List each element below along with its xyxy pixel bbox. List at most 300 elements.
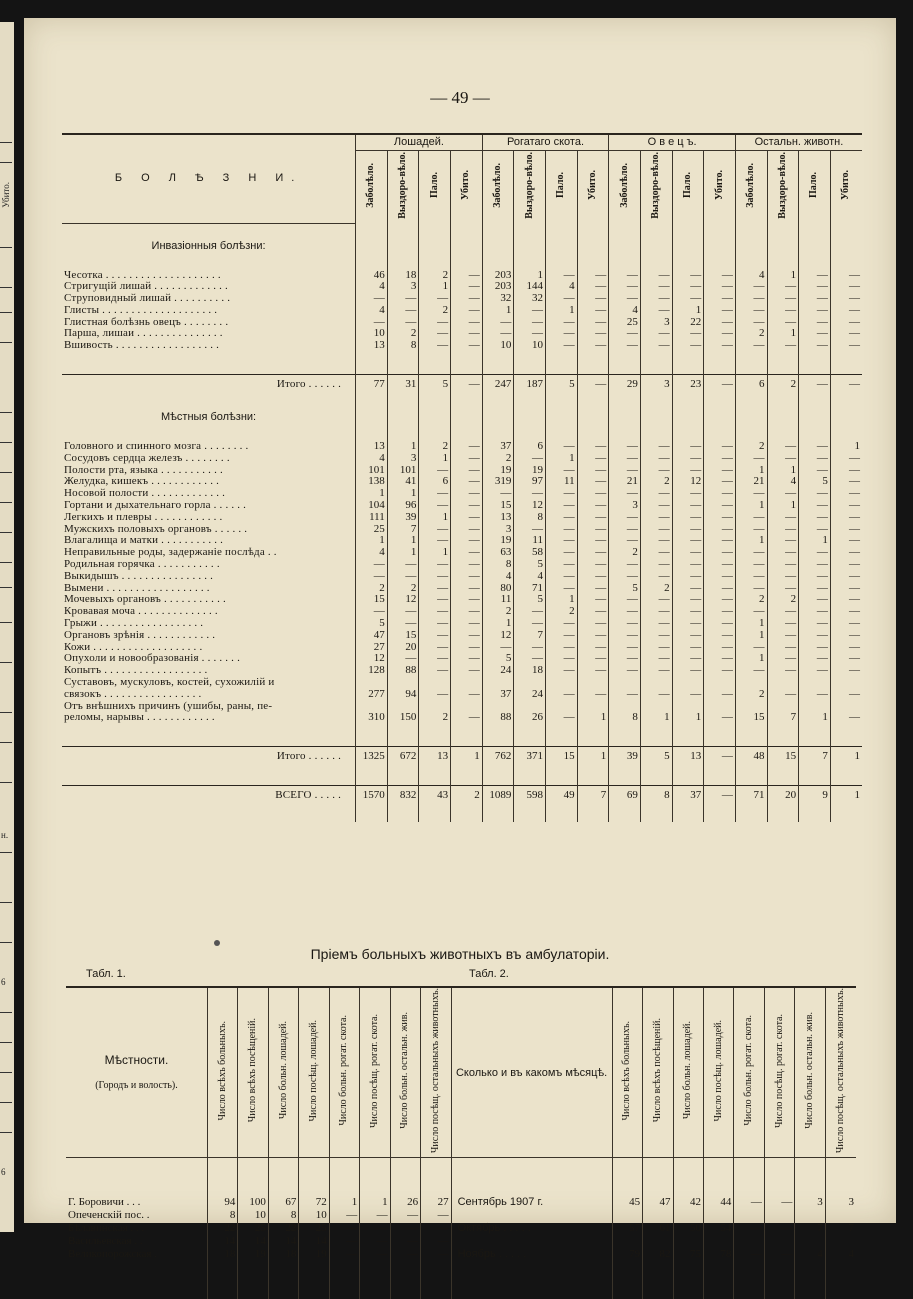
empty-cell — [419, 409, 451, 427]
value-cell: — — [764, 1248, 794, 1261]
value-cell: — — [387, 305, 419, 317]
value-cell: — — [451, 512, 483, 524]
value-cell: — — [419, 465, 451, 477]
value-cell: 2 — [735, 441, 767, 453]
value-cell: — — [546, 535, 578, 547]
total-value: 69 — [609, 786, 641, 807]
subcolumn-header — [640, 151, 672, 224]
value-cell: — — [704, 524, 736, 536]
count-column-label: Число всѣхъ больныхъ. — [216, 1020, 228, 1121]
empty-cell — [514, 238, 546, 256]
empty-cell — [767, 409, 799, 427]
value-cell: — — [640, 270, 672, 282]
value-cell — [704, 677, 736, 689]
value-cell — [609, 701, 641, 713]
value-cell — [830, 701, 862, 713]
subcolumn-label: Заболѣло. — [492, 162, 504, 208]
value-cell: 3 — [609, 500, 641, 512]
count-column-label: Число посѣщ. лошадей. — [712, 1019, 724, 1122]
empty-cell — [451, 395, 483, 409]
total-value: 762 — [482, 747, 514, 768]
value-cell: — — [799, 524, 831, 536]
value-cell: 310 — [356, 712, 388, 724]
value-cell: — — [451, 642, 483, 654]
value-cell: — — [546, 583, 578, 595]
value-cell: — — [799, 594, 831, 606]
empty-cell — [612, 1261, 642, 1299]
disease-name: Органовъ зрѣнія . . . . . . . . . . . . — [64, 629, 216, 641]
place-name: Васильевская . . — [68, 1235, 143, 1248]
value-cell — [514, 701, 546, 713]
total-value: — — [704, 747, 736, 768]
total-value: 6 — [735, 375, 767, 396]
value-cell: — — [767, 606, 799, 618]
value-cell: — — [672, 281, 704, 293]
value-cell: — — [672, 594, 704, 606]
value-cell: — — [609, 571, 641, 583]
value-cell: — — [546, 328, 578, 340]
value-cell: — — [609, 340, 641, 352]
empty-cell — [329, 1158, 359, 1197]
empty-cell — [764, 1158, 794, 1197]
value-cell: 54 — [703, 1222, 733, 1235]
value-cell — [672, 677, 704, 689]
spacer-cell — [62, 256, 356, 270]
value-cell: 6 — [419, 476, 451, 488]
table-row — [62, 583, 862, 595]
subcolumn-label: Пало. — [555, 172, 567, 199]
value-cell: — — [451, 317, 483, 329]
value-cell: — — [704, 293, 736, 305]
disease-name: Мочевыхъ органовъ . . . . . . . . . . . — [64, 594, 226, 606]
margin-tick — [0, 1102, 12, 1103]
disease-name: Выкидышъ . . . . . . . . . . . . . . . . — [64, 570, 214, 582]
value-cell: — — [672, 583, 704, 595]
disease-name: Влагалища и матки . . . . . . . . . . . — [64, 535, 224, 547]
disease-name: Желудка, кишекъ . . . . . . . . . . . . — [64, 476, 220, 488]
subcolumn-header — [546, 151, 578, 224]
count-column-header — [207, 987, 237, 1158]
value-cell: — — [577, 524, 609, 536]
value-cell: — — [672, 270, 704, 282]
value-cell: — — [451, 524, 483, 536]
empty-cell — [767, 806, 799, 822]
value-cell: — — [799, 630, 831, 642]
value-cell: 101 — [387, 465, 419, 477]
value-cell: 18 — [514, 665, 546, 677]
empty-cell — [451, 724, 483, 747]
spacer-row — [62, 395, 862, 409]
total-value: 1 — [830, 786, 862, 807]
value-cell — [356, 701, 388, 713]
value-cell: — — [672, 453, 704, 465]
value-cell — [451, 701, 483, 713]
subcolumn-header — [387, 151, 419, 224]
table2-label: Табл. 2. — [469, 968, 509, 980]
value-cell: — — [735, 512, 767, 524]
total-label: Итого . . . . . . — [62, 747, 356, 768]
place-head-sub: (Городъ и волость). — [95, 1079, 178, 1091]
value-cell: 46 — [356, 270, 388, 282]
table-row — [62, 677, 862, 689]
empty-cell — [546, 352, 578, 375]
empty-cell — [387, 395, 419, 409]
disease-name: Копытъ . . . . . . . . . . . . . . . . . . — [64, 665, 208, 677]
empty-cell — [640, 395, 672, 409]
value-cell: — — [609, 453, 641, 465]
value-cell: — — [672, 465, 704, 477]
value-cell: — — [704, 559, 736, 571]
value-cell: — — [514, 524, 546, 536]
value-cell: — — [421, 1235, 451, 1248]
empty-cell — [419, 223, 451, 238]
value-cell: — — [451, 488, 483, 500]
value-cell: 4 — [609, 305, 641, 317]
value-cell: — — [609, 281, 641, 293]
value-cell: — — [640, 665, 672, 677]
value-cell: — — [735, 606, 767, 618]
adjacent-page-label: н. — [1, 830, 9, 840]
value-cell: — — [577, 559, 609, 571]
value-cell: — — [387, 618, 419, 630]
empty-cell — [299, 1261, 329, 1299]
empty-cell — [672, 806, 704, 822]
subcolumn-header — [356, 151, 388, 224]
value-cell: 2 — [419, 441, 451, 453]
value-cell: — — [735, 281, 767, 293]
spacer-cell — [62, 767, 356, 786]
empty-cell — [514, 427, 546, 441]
value-cell: 10 — [238, 1209, 268, 1222]
count-column-header — [673, 987, 703, 1158]
value-cell: — — [672, 606, 704, 618]
value-cell: 2 — [419, 712, 451, 724]
empty-cell — [207, 1158, 237, 1197]
empty-cell — [672, 395, 704, 409]
value-cell: 3 — [795, 1196, 825, 1209]
value-cell: — — [830, 559, 862, 571]
empty-cell — [546, 395, 578, 409]
table-row — [62, 305, 862, 317]
value-cell: — — [799, 547, 831, 559]
value-cell: 39 — [387, 512, 419, 524]
value-cell: — — [419, 618, 451, 630]
margin-tick — [0, 1042, 12, 1043]
value-cell: — — [830, 270, 862, 282]
value-cell: — — [609, 559, 641, 571]
value-cell: — — [421, 1209, 451, 1222]
value-cell: — — [830, 689, 862, 701]
empty-cell — [482, 724, 514, 747]
value-cell: — — [451, 547, 483, 559]
table-row — [66, 1209, 856, 1222]
empty-cell — [735, 806, 767, 822]
value-cell: — — [672, 524, 704, 536]
value-cell: — — [451, 665, 483, 677]
value-cell: 22 — [268, 1222, 298, 1235]
value-cell: 25 — [356, 524, 388, 536]
value-cell: — — [640, 465, 672, 477]
value-cell — [546, 701, 578, 713]
value-cell — [673, 1235, 703, 1248]
empty-cell — [609, 256, 641, 270]
value-cell: — — [767, 618, 799, 630]
value-cell: — — [609, 328, 641, 340]
disease-name: Глисты . . . . . . . . . . . . . . . . . . . . — [64, 304, 218, 316]
value-cell: — — [799, 488, 831, 500]
value-cell: — — [799, 653, 831, 665]
ambulatory-table — [66, 986, 856, 1299]
margin-tick — [0, 742, 12, 743]
value-cell: — — [419, 583, 451, 595]
value-cell: — — [640, 441, 672, 453]
count-column-header — [612, 987, 642, 1158]
value-cell: — — [577, 270, 609, 282]
value-cell: — — [577, 441, 609, 453]
section-title: Мѣстныя болѣзни: — [161, 411, 257, 424]
value-cell: — — [419, 524, 451, 536]
value-cell: 37 — [482, 689, 514, 701]
value-cell: 15 — [387, 630, 419, 642]
empty-cell — [830, 427, 862, 441]
value-cell: — — [830, 606, 862, 618]
value-cell: — — [830, 500, 862, 512]
value-cell: — — [735, 583, 767, 595]
total-value: 5 — [640, 747, 672, 768]
value-cell: — — [704, 441, 736, 453]
value-cell: — — [830, 547, 862, 559]
subcolumn-label: Пало. — [808, 172, 820, 199]
value-cell: — — [830, 328, 862, 340]
value-cell: — — [451, 441, 483, 453]
value-cell: — — [640, 453, 672, 465]
total-value: — — [704, 375, 736, 396]
value-cell: 203 — [482, 270, 514, 282]
total-value: 5 — [546, 375, 578, 396]
value-cell: 1 — [419, 453, 451, 465]
disease-name: Опухоли и новообразованія . . . . . . . — [64, 653, 241, 665]
table-row — [62, 535, 862, 547]
total-value: 1089 — [482, 786, 514, 807]
value-cell: 21 — [609, 476, 641, 488]
empty-cell — [799, 409, 831, 427]
value-cell: — — [830, 488, 862, 500]
value-cell: 11 — [514, 535, 546, 547]
empty-cell — [704, 352, 736, 375]
value-cell: — — [704, 340, 736, 352]
empty-cell — [419, 806, 451, 822]
value-cell: — — [609, 642, 641, 654]
value-cell: 1 — [356, 488, 388, 500]
subcolumn-label: Выздоро-вѣло. — [397, 151, 409, 219]
subcolumn-header — [672, 151, 704, 224]
value-cell: — — [451, 653, 483, 665]
value-cell: 26 — [390, 1196, 420, 1209]
value-cell: — — [830, 476, 862, 488]
empty-cell — [482, 352, 514, 375]
group-header-cattle: Рогатаго скота. — [482, 134, 609, 151]
empty-cell — [767, 427, 799, 441]
value-cell: 4 — [546, 281, 578, 293]
value-cell: — — [735, 317, 767, 329]
value-cell: — — [799, 618, 831, 630]
margin-tick — [0, 142, 12, 143]
month-name — [451, 1209, 612, 1222]
value-cell: — — [482, 328, 514, 340]
subcolumn-label: Заболѣло. — [618, 162, 630, 208]
count-column-header — [360, 987, 390, 1158]
spacer-cell — [66, 1158, 207, 1197]
table-row — [62, 500, 862, 512]
empty-cell — [514, 724, 546, 747]
total-value: 15 — [546, 747, 578, 768]
value-cell: 10 — [299, 1209, 329, 1222]
value-cell: 3 — [387, 453, 419, 465]
empty-cell — [735, 223, 767, 238]
value-cell: — — [419, 594, 451, 606]
value-cell: — — [577, 571, 609, 583]
value-cell: — — [356, 571, 388, 583]
value-cell: 1 — [329, 1196, 359, 1209]
value-cell: — — [830, 512, 862, 524]
value-cell: — — [704, 583, 736, 595]
empty-cell — [387, 223, 419, 238]
value-cell: 15 — [482, 500, 514, 512]
value-cell: — — [704, 642, 736, 654]
value-cell: — — [704, 665, 736, 677]
table-row — [62, 701, 862, 713]
total-value: 1 — [830, 747, 862, 768]
value-cell: — — [767, 583, 799, 595]
empty-cell — [577, 256, 609, 270]
table-row — [62, 328, 862, 340]
value-cell: — — [735, 305, 767, 317]
value-cell: — — [799, 441, 831, 453]
value-cell: — — [546, 712, 578, 724]
value-cell: 2 — [387, 328, 419, 340]
value-cell: — — [767, 340, 799, 352]
table-row — [62, 524, 862, 536]
value-cell: — — [830, 317, 862, 329]
subcolumn-label: Убито. — [460, 170, 472, 201]
value-cell — [482, 701, 514, 713]
empty-cell — [704, 223, 736, 238]
empty-cell — [419, 395, 451, 409]
value-cell: 5 — [609, 583, 641, 595]
value-cell: — — [704, 317, 736, 329]
value-cell: 14 — [268, 1235, 298, 1248]
value-cell: — — [451, 270, 483, 282]
value-cell: 27 — [356, 642, 388, 654]
spacer-row — [66, 1158, 856, 1197]
value-cell: — — [387, 559, 419, 571]
value-cell: — — [672, 618, 704, 630]
total-row — [62, 747, 862, 768]
empty-cell — [451, 256, 483, 270]
value-cell: 75 — [673, 1248, 703, 1261]
total-value: 7 — [577, 786, 609, 807]
value-cell: 97 — [514, 476, 546, 488]
value-cell: — — [421, 1248, 451, 1261]
value-cell: 44 — [703, 1196, 733, 1209]
value-cell: — — [704, 305, 736, 317]
empty-cell — [387, 409, 419, 427]
value-cell: 4 — [356, 547, 388, 559]
value-cell — [703, 1209, 733, 1222]
value-cell: 15 — [356, 594, 388, 606]
total-value: 7 — [799, 747, 831, 768]
disease-name: Сосудовъ сердца железъ . . . . . . . . — [64, 452, 230, 464]
empty-cell — [577, 352, 609, 375]
value-cell: 10 — [514, 340, 546, 352]
empty-cell — [419, 427, 451, 441]
empty-cell — [767, 238, 799, 256]
value-cell: 27 — [421, 1196, 451, 1209]
ambulatory-caption: Пріемъ больныхъ животныхъ въ амбулаторіи. — [310, 946, 610, 962]
margin-tick — [0, 782, 12, 783]
value-cell: — — [799, 305, 831, 317]
empty-cell — [735, 238, 767, 256]
spacer-row — [62, 427, 862, 441]
total-value: 247 — [482, 375, 514, 396]
empty-cell — [482, 806, 514, 822]
total-value: 37 — [672, 786, 704, 807]
value-cell: — — [830, 293, 862, 305]
subcolumn-label: Пало. — [681, 172, 693, 199]
value-cell: — — [577, 340, 609, 352]
margin-tick — [0, 247, 12, 248]
table-row — [62, 293, 862, 305]
value-cell: — — [799, 512, 831, 524]
total-value: 1570 — [356, 786, 388, 807]
empty-cell — [830, 767, 862, 786]
value-cell: — — [419, 500, 451, 512]
spacer-row — [62, 724, 862, 747]
spacer-row — [62, 256, 862, 270]
value-cell: — — [360, 1235, 390, 1248]
empty-cell — [546, 256, 578, 270]
value-cell: — — [704, 328, 736, 340]
value-cell: — — [704, 453, 736, 465]
empty-cell — [640, 409, 672, 427]
value-cell: 94 — [387, 689, 419, 701]
value-cell: 14 — [299, 1235, 329, 1248]
value-cell — [734, 1235, 764, 1248]
value-cell: — — [451, 453, 483, 465]
table-row — [66, 1196, 856, 1209]
empty-cell — [735, 352, 767, 375]
empty-cell — [514, 409, 546, 427]
value-cell: — — [799, 571, 831, 583]
section-row — [62, 238, 862, 256]
empty-cell — [356, 395, 388, 409]
value-cell: — — [451, 476, 483, 488]
empty-cell — [799, 395, 831, 409]
empty-cell — [799, 256, 831, 270]
value-cell: 1 — [419, 281, 451, 293]
empty-cell — [451, 1158, 612, 1197]
empty-cell — [830, 724, 862, 747]
count-column-label: Число посѣщ. рогат. скота. — [773, 1013, 785, 1128]
total-value: 9 — [799, 786, 831, 807]
value-cell: — — [799, 689, 831, 701]
empty-cell — [451, 223, 483, 238]
value-cell: 12 — [387, 594, 419, 606]
value-cell: — — [514, 488, 546, 500]
empty-cell — [767, 223, 799, 238]
value-cell: 19 — [238, 1248, 268, 1261]
value-cell: 4 — [767, 476, 799, 488]
